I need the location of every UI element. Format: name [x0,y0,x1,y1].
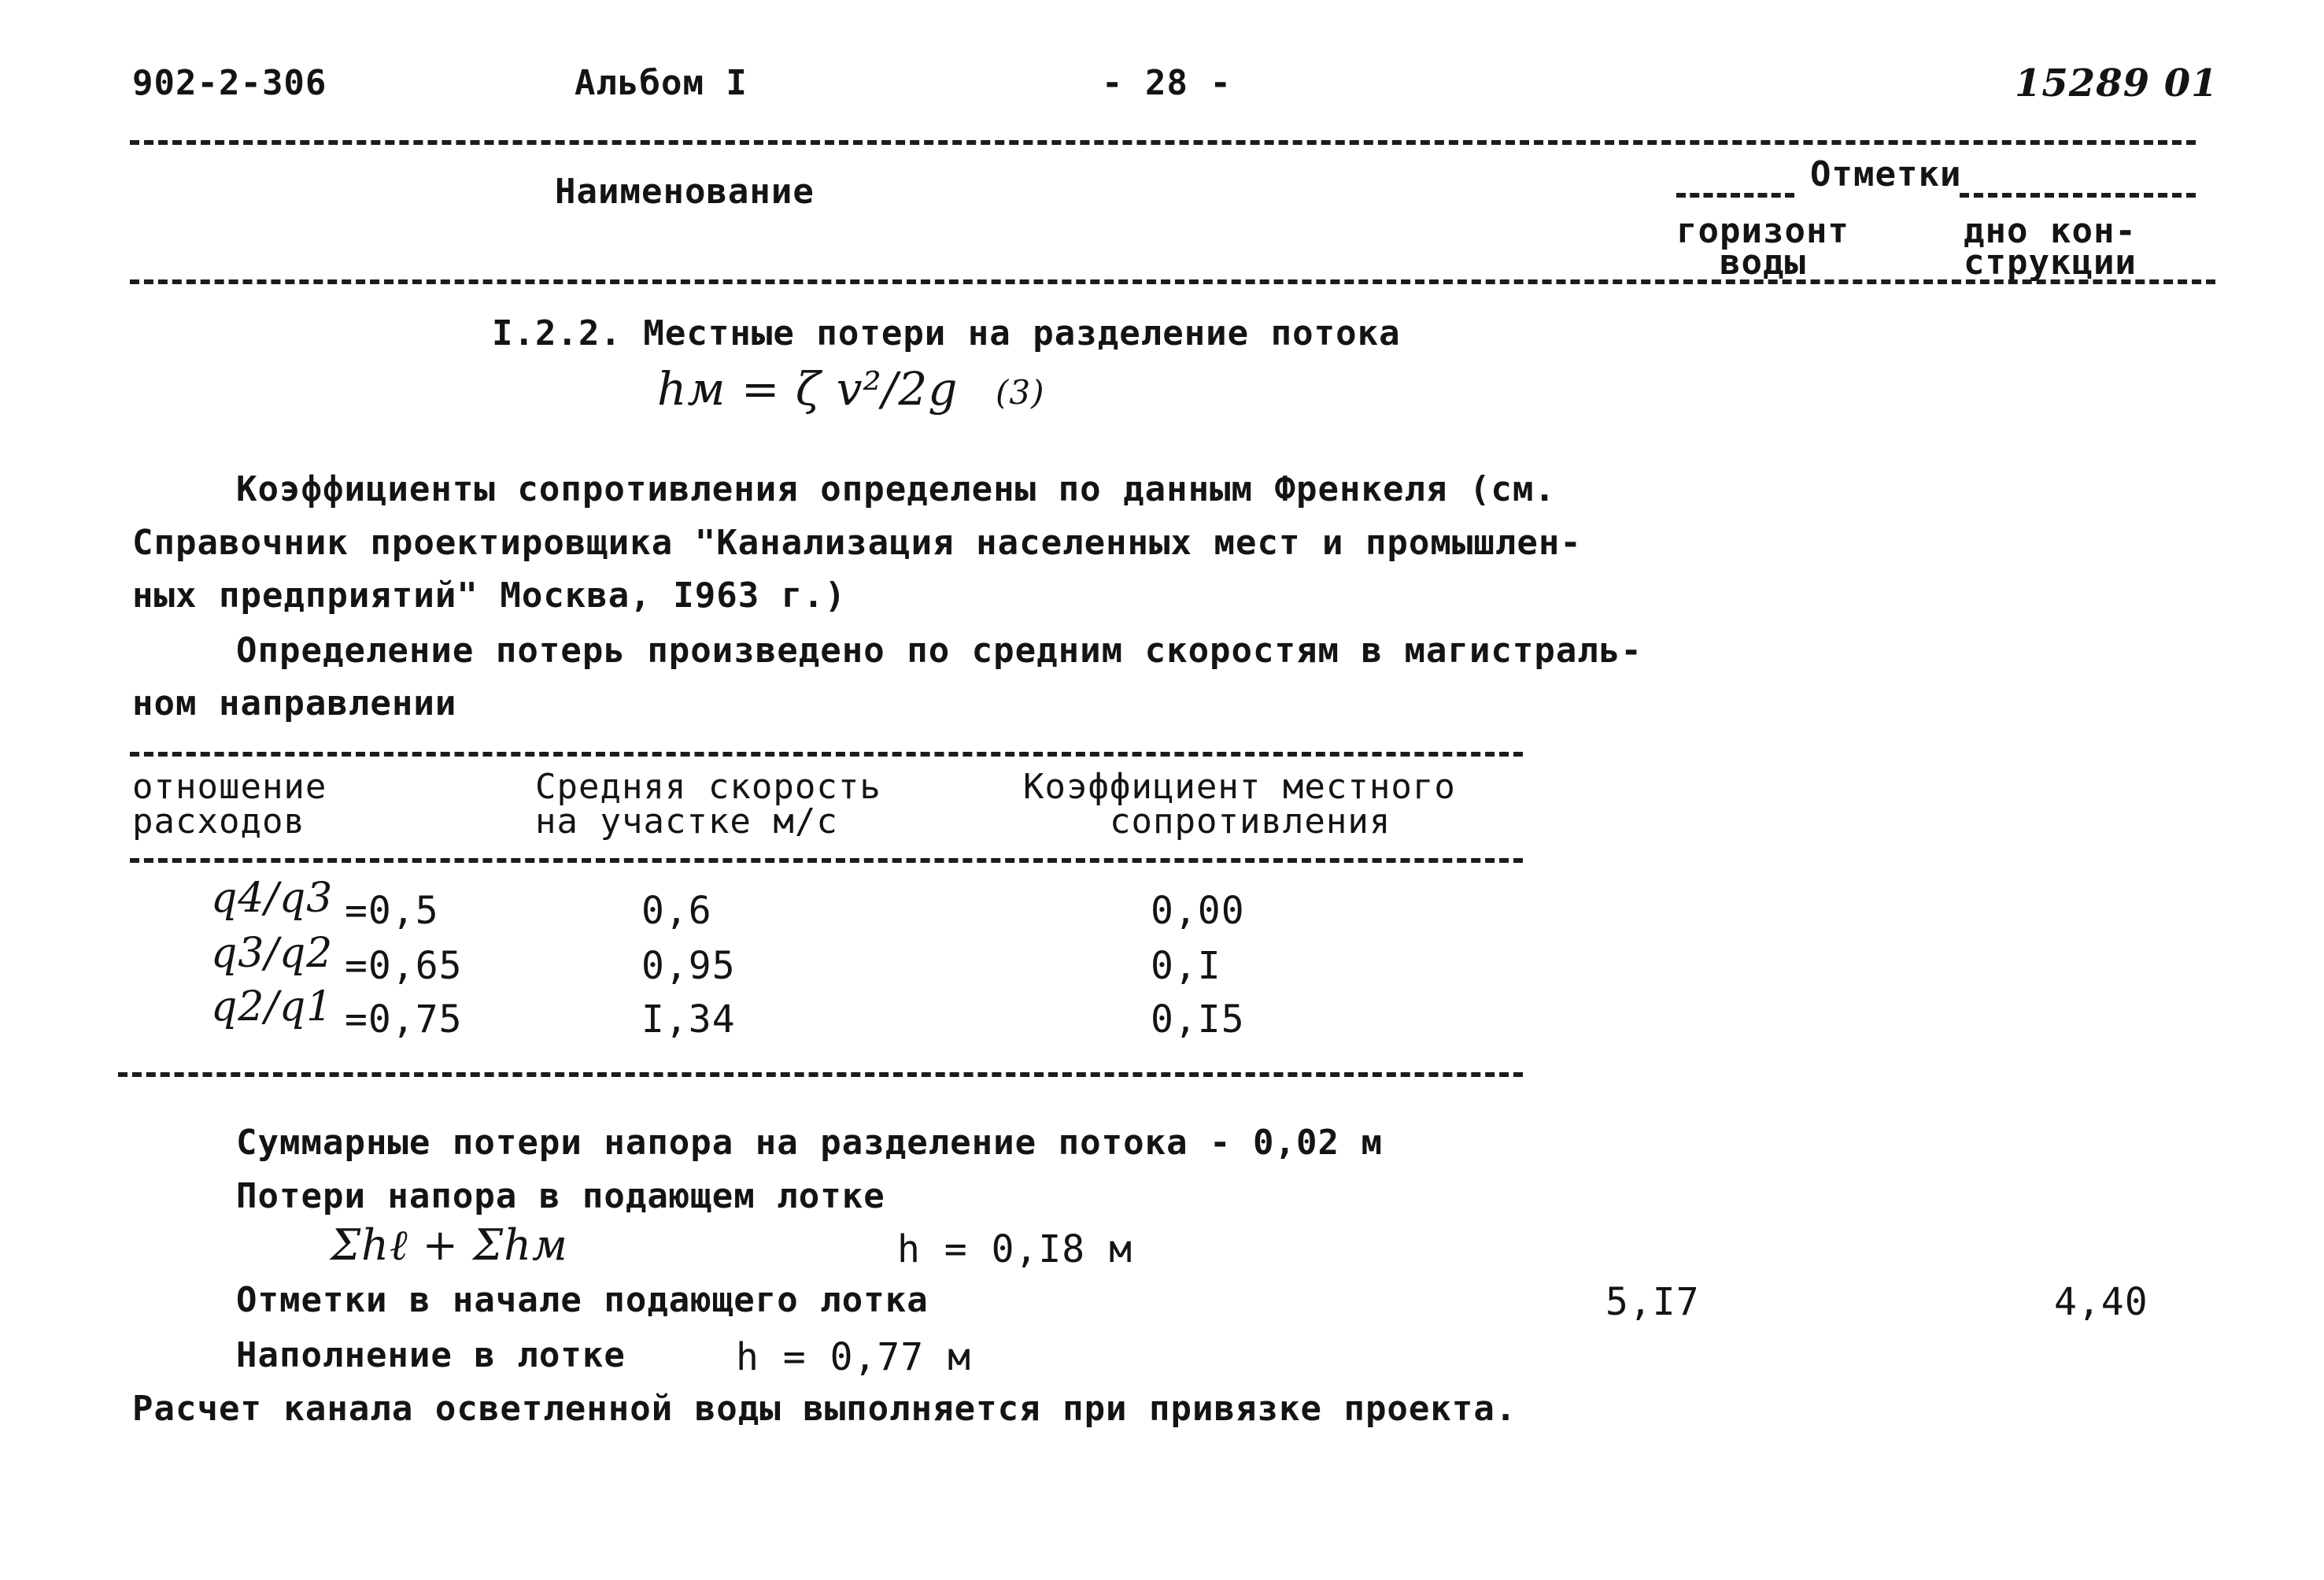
coef-cell: 0,00 [1151,889,1245,933]
speed-cell: 0,6 [641,889,712,933]
divider-header [130,279,2215,284]
paragraph-line: Определение потерь произведено по средним скоростям в магистраль- [236,631,1642,671]
table-header-ratio-1: отношение [132,767,327,807]
ratio-value-cell: =0,75 [345,997,463,1042]
divider-top [130,140,2196,145]
ratio-cell: q2/q1 [211,983,334,1031]
formula-number: (3) [996,373,1045,412]
column-structure-bottom-1: дно кон- [1964,211,2137,251]
stamp-number: 15289 01 [2015,61,2219,105]
marks-dash-right [1960,193,2196,198]
ratio-cell: q3/q2 [211,930,334,977]
column-name: Наименование [555,172,815,212]
paragraph-line: ных предприятий" Москва, I963 г.) [132,575,847,616]
table-divider-header [130,858,1523,863]
marks-dash-left [1676,193,1794,198]
table-header-coef-2: сопротивления [1110,801,1391,842]
final-note: Расчет канала осветленной воды выполняется при привязке проекта. [132,1389,1517,1429]
column-water-level-1: горизонт [1676,211,1849,251]
table-divider-bottom [118,1072,1523,1077]
formula: hм = ζ v²/2g [657,362,959,416]
column-structure-bottom-2: струкции [1964,242,2137,283]
table-divider-top [130,752,1523,757]
feed-loss-label: Потери напора в подающем лотке [236,1176,885,1216]
filling-label: Наполнение в лотке [236,1335,626,1375]
marks-label: Отметки в начале подающего лотка [236,1280,929,1320]
paragraph-line: Коэффициенты сопротивления определены по данным Френкеля (см. [236,469,1556,509]
paragraph-line: Справочник проектировщика "Канализация населенных мест и промышлен- [132,523,1582,563]
ratio-value-cell: =0,5 [345,889,439,933]
ratio-value-cell: =0,65 [345,944,463,988]
coef-cell: 0,I5 [1151,997,1245,1042]
coef-cell: 0,I [1151,944,1221,988]
h-value: h = 0,I8 м [897,1227,1132,1271]
water-mark-value: 5,I7 [1605,1280,1700,1324]
speed-cell: I,34 [641,997,736,1042]
album-label: Альбом I [575,63,748,103]
table-header-speed-1: Средняя скорость [535,767,881,807]
column-water-level-2: воды [1720,242,1806,283]
table-header-coef-1: Коэффициент местного [1023,767,1456,807]
page-number: - 28 - [1102,63,1232,103]
bottom-mark-value: 4,40 [2054,1280,2148,1324]
document-code: 902-2-306 [132,63,327,103]
filling-value: h = 0,77 м [736,1335,971,1379]
ratio-cell: q4/q3 [211,875,334,922]
column-marks: Отметки [1810,154,1962,194]
speed-cell: 0,95 [641,944,736,988]
table-header-speed-2: на участке м/с [535,801,838,842]
table-header-ratio-2: расходов [132,801,305,842]
paragraph-line: ном направлении [132,683,457,723]
total-loss-line: Суммарные потери напора на разделение потока - 0,02 м [236,1123,1383,1163]
sum-formula: Σhℓ + Σhм [331,1220,568,1270]
section-heading: I.2.2. Местные потери на разделение потока [492,313,1401,353]
